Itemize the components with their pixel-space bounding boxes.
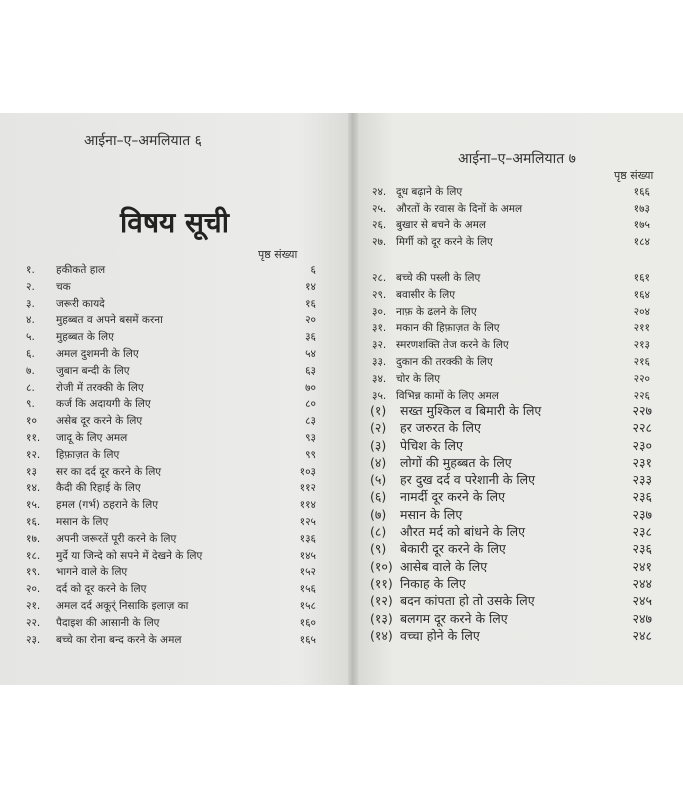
entry-page-number: १२५ xyxy=(299,515,316,528)
toc-entry xyxy=(26,498,316,515)
left-running-head: आईना–ए–अमलियात ६ xyxy=(84,133,202,149)
entry-page-number: १६ xyxy=(305,297,316,310)
left-toc-list xyxy=(26,263,316,649)
toc-entry xyxy=(372,202,650,219)
entry-page-number: १८४ xyxy=(633,235,650,248)
toc-entry xyxy=(370,402,652,419)
entry-page-number: २२० xyxy=(633,372,650,385)
toc-entry xyxy=(370,419,652,436)
entry-number: १८. xyxy=(26,549,41,562)
entry-page-number: २२८ xyxy=(632,420,652,436)
entry-page-number: १५६ xyxy=(299,583,316,596)
right-page-number-header: पृष्ठ संख्या xyxy=(614,169,654,182)
entry-title: निकाह के लिए xyxy=(400,575,466,591)
entry-title: दुकान की तरक्की के लिए xyxy=(396,355,493,368)
entry-number: ९. xyxy=(26,398,35,411)
entry-page-number: १५८ xyxy=(299,599,316,612)
entry-number: २. xyxy=(26,280,35,293)
entry-page-number: २३६ xyxy=(632,489,652,505)
entry-number: (५) xyxy=(370,472,387,488)
entry-number: ११. xyxy=(26,431,41,444)
entry-title: पेचिश के लिए xyxy=(400,437,463,453)
entry-page-number: २३८ xyxy=(632,524,652,540)
entry-page-number: १४ xyxy=(305,280,316,293)
entry-page-number: २११ xyxy=(633,322,650,335)
entry-title: अमल दर्द अकूर्ं निसाकि इलाज़ का xyxy=(56,599,189,612)
toc-entry xyxy=(372,321,650,338)
entry-number: (१०) xyxy=(370,558,393,574)
toc-entry xyxy=(26,616,316,633)
entry-page-number: २४१ xyxy=(632,558,652,574)
toc-entry xyxy=(370,454,652,471)
toc-entry xyxy=(372,235,650,252)
entry-number: (१३) xyxy=(370,610,393,626)
entry-title: दूध बढ़ाने के लिए xyxy=(396,186,463,198)
toc-entry xyxy=(372,288,650,305)
toc-entry xyxy=(372,372,650,389)
entry-page-number: १४५ xyxy=(299,549,316,562)
entry-title: हर दुख दर्द व परेशानी के लिए xyxy=(400,472,536,488)
toc-entry xyxy=(370,471,652,488)
entry-page-number: १७५ xyxy=(633,219,650,231)
toc-entry xyxy=(372,185,650,202)
entry-number: (३) xyxy=(370,437,387,453)
entry-title: स्मरणशक्ति तेज करने के लिए xyxy=(396,339,509,352)
entry-title: बच्चे का रोना बन्द करने के अमल xyxy=(56,633,182,646)
entry-page-number: २३६ xyxy=(632,541,652,557)
entry-number: (१२) xyxy=(370,593,393,609)
toc-entry xyxy=(26,633,316,650)
toc-entry xyxy=(26,431,316,448)
right-toc-list-3 xyxy=(370,402,652,644)
entry-number: २८. xyxy=(372,272,387,284)
right-toc-list-2 xyxy=(372,271,650,405)
toc-entry xyxy=(26,381,316,398)
toc-entry xyxy=(372,355,650,372)
toc-entry xyxy=(26,414,316,431)
entry-page-number: १६० xyxy=(299,616,316,629)
entry-page-number: २४४ xyxy=(632,575,652,591)
entry-number: ३२. xyxy=(372,339,387,352)
entry-title: औरत मर्द को बांधने के लिए xyxy=(400,524,526,540)
entry-title: वच्चा होने के लिए xyxy=(400,627,480,643)
entry-page-number: ९३ xyxy=(305,431,316,444)
toc-entry xyxy=(370,523,652,540)
entry-page-number: २१६ xyxy=(633,355,650,368)
entry-number: २५. xyxy=(372,202,387,215)
entry-title: मकान की हिफ़ाज़त के लिए xyxy=(396,322,500,335)
entry-number: १५. xyxy=(26,499,41,512)
entry-page-number: २२७ xyxy=(632,403,652,418)
entry-number: ३१. xyxy=(372,322,387,335)
entry-title: बेकारी दूर करने के लिए xyxy=(400,541,506,557)
entry-title: नाफ़ के ढलने के लिए xyxy=(396,305,477,318)
entry-number: १३ xyxy=(26,465,37,478)
toc-entry xyxy=(26,330,316,347)
entry-page-number: ७० xyxy=(305,381,316,394)
entry-page-number: ११४ xyxy=(299,499,316,512)
toc-entry xyxy=(26,280,316,297)
book-spine xyxy=(348,113,358,685)
entry-page-number: ६३ xyxy=(305,364,316,377)
entry-number: १६. xyxy=(26,515,41,528)
entry-number: (१४) xyxy=(370,627,393,643)
entry-number: ४. xyxy=(26,314,35,327)
entry-page-number: २०४ xyxy=(633,305,650,318)
entry-number: (११) xyxy=(370,575,393,591)
toc-entry xyxy=(370,437,652,454)
toc-entry xyxy=(372,338,650,355)
toc-entry xyxy=(26,481,316,498)
entry-title: मसान के लिए xyxy=(56,515,109,528)
entry-number: ५. xyxy=(26,331,35,344)
entry-number: ८. xyxy=(26,381,35,394)
entry-page-number: २२६ xyxy=(633,389,650,402)
toc-entry xyxy=(372,218,650,235)
entry-title: हकीकते हाल xyxy=(56,264,106,276)
entry-number: (१) xyxy=(370,403,387,418)
entry-number: १० xyxy=(26,415,37,428)
entry-title: अपनी जरूरतें पूरी करने के लिए xyxy=(56,532,177,545)
entry-number: २४. xyxy=(372,186,387,198)
toc-entry xyxy=(26,465,316,482)
toc-entry xyxy=(26,532,316,549)
toc-entry xyxy=(26,364,316,381)
entry-number: ३. xyxy=(26,297,35,310)
entry-number: २२. xyxy=(26,616,41,629)
toc-entry xyxy=(26,515,316,532)
open-book xyxy=(0,113,683,685)
entry-title: मुहब्बत व अपने बसमें करना xyxy=(56,314,163,327)
entry-number: (७) xyxy=(370,506,387,522)
entry-title: सख्त मुश्किल व बिमारी के लिए xyxy=(400,403,542,418)
entry-number: १२. xyxy=(26,448,41,461)
entry-title: हर जरुरत के लिए xyxy=(400,420,481,436)
entry-number: २९. xyxy=(372,288,387,301)
entry-number: २६. xyxy=(372,219,387,231)
entry-number: ३५. xyxy=(372,389,387,402)
right-toc-list-1 xyxy=(372,185,650,251)
entry-title: कर्ज कि अदायगी के लिए xyxy=(56,398,151,411)
entry-title: मुर्दे या जिन्दे को सपने में देखने के लिए xyxy=(56,549,203,562)
entry-title: सर का दर्द दूर करने के लिए xyxy=(56,465,162,478)
toc-entry xyxy=(26,313,316,330)
toc-entry xyxy=(370,488,652,505)
entry-title: भागने वाले के लिए xyxy=(56,566,128,579)
entry-title: जुबान बन्दी के लिए xyxy=(56,364,130,377)
toc-entry xyxy=(26,448,316,465)
toc-entry xyxy=(370,592,652,609)
toc-entry xyxy=(26,549,316,566)
entry-title: बलगम दूर करने के लिए xyxy=(400,610,508,626)
entry-page-number: १६६ xyxy=(633,186,650,198)
entry-page-number: २४५ xyxy=(632,593,652,609)
toc-entry xyxy=(370,540,652,557)
entry-page-number: ११२ xyxy=(299,482,316,495)
toc-entry xyxy=(26,347,316,364)
entry-page-number: १६४ xyxy=(633,288,650,301)
entry-page-number: १६१ xyxy=(633,272,650,284)
entry-title: रोजी में तरक्की के लिए xyxy=(56,381,144,394)
entry-title: आसेब वाले के लिए xyxy=(400,558,488,574)
entry-number: २३. xyxy=(26,633,41,646)
entry-page-number: १६५ xyxy=(299,633,316,646)
right-running-head: आईना–ए–अमलियात ७ xyxy=(458,151,576,167)
entry-page-number: ८३ xyxy=(305,415,316,428)
entry-page-number: २० xyxy=(305,314,316,327)
toc-entry xyxy=(370,575,652,592)
entry-number: १. xyxy=(26,264,35,276)
entry-title: बच्चे की पस्ली के लिए xyxy=(396,272,481,284)
entry-title: बवासीर के लिए xyxy=(396,288,456,301)
entry-title: मुहब्बत के लिए xyxy=(56,331,114,344)
entry-page-number: ६ xyxy=(310,264,316,276)
entry-page-number: ८० xyxy=(305,398,316,411)
entry-page-number: १५२ xyxy=(299,566,316,579)
entry-page-number: ९९ xyxy=(305,448,316,461)
entry-title: जरूरी कायदे xyxy=(56,297,105,310)
entry-page-number: १७३ xyxy=(633,202,650,215)
entry-page-number: २४८ xyxy=(632,627,652,643)
entry-number: १४. xyxy=(26,482,41,495)
entry-number: ७. xyxy=(26,364,35,377)
left-page-number-header: पृष्ठ संख्या xyxy=(258,248,298,261)
toc-entry xyxy=(26,297,316,314)
toc-entry xyxy=(26,263,316,280)
entry-number: २७. xyxy=(372,235,387,248)
entry-page-number: २३७ xyxy=(632,506,652,522)
toc-entry xyxy=(26,565,316,582)
entry-title: चक xyxy=(56,280,71,293)
entry-title: असेब दूर करने के लिए xyxy=(56,415,143,428)
toc-entry xyxy=(372,305,650,322)
entry-number: (२) xyxy=(370,420,387,436)
entry-title: जादू के लिए अमल xyxy=(56,431,128,444)
entry-title: बदन कांपता हो तो उसके लिए xyxy=(400,593,535,609)
toc-entry xyxy=(26,582,316,599)
entry-page-number: २३० xyxy=(632,437,652,453)
entry-title: अमल दुशमनी के लिए xyxy=(56,347,139,360)
entry-number: ३४. xyxy=(372,372,387,385)
entry-page-number: १०३ xyxy=(299,465,316,478)
entry-title: कैदी की रिहाई के लिए xyxy=(56,482,141,495)
entry-number: ६. xyxy=(26,347,35,360)
toc-entry xyxy=(26,599,316,616)
toc-entry xyxy=(370,610,652,627)
entry-page-number: २४७ xyxy=(632,610,652,626)
entry-number: (९) xyxy=(370,541,387,557)
toc-entry xyxy=(370,506,652,523)
entry-title: मिर्गी को दूर करने के लिए xyxy=(396,235,493,248)
entry-title: मसान के लिए xyxy=(400,506,463,522)
entry-number: २१. xyxy=(26,599,41,612)
toc-entry xyxy=(370,558,652,575)
entry-number: १९. xyxy=(26,566,41,579)
entry-title: नामर्दी दूर करने के लिए xyxy=(400,489,506,505)
entry-number: ३०. xyxy=(372,305,387,318)
entry-title: पैदाइश की आसानी के लिए xyxy=(56,616,160,629)
toc-entry xyxy=(370,627,652,644)
entry-title: चोर के लिए xyxy=(396,372,441,385)
toc-entry xyxy=(372,271,650,288)
entry-number: २०. xyxy=(26,583,41,596)
toc-title: विषय सूची xyxy=(120,206,229,239)
entry-number: ३३. xyxy=(372,355,387,368)
entry-number: (६) xyxy=(370,489,387,505)
entry-page-number: ५४ xyxy=(305,347,316,360)
entry-title: औरतों के रवास के दिनों के अमल xyxy=(396,202,523,215)
entry-title: लोगों की मुहब्बत के लिए xyxy=(400,454,512,470)
entry-title: दर्द को दूर करने के लिए xyxy=(56,583,147,596)
entry-number: (४) xyxy=(370,454,387,470)
entry-title: विभिन्न कामों के लिए अमल xyxy=(396,389,499,402)
toc-entry xyxy=(26,397,316,414)
entry-title: हिफ़ाज़त के लिए xyxy=(56,448,120,461)
entry-page-number: २३३ xyxy=(632,472,652,488)
entry-number: १७. xyxy=(26,532,41,545)
entry-page-number: २३१ xyxy=(632,454,652,470)
entry-page-number: ३६ xyxy=(305,331,316,344)
entry-title: हमल (गर्भ) ठहराने के लिए xyxy=(56,499,159,512)
entry-page-number: २१३ xyxy=(633,339,650,352)
entry-title: बुखार से बचने के अमल xyxy=(396,219,487,231)
entry-number: (८) xyxy=(370,524,387,540)
entry-page-number: १३६ xyxy=(299,532,316,545)
